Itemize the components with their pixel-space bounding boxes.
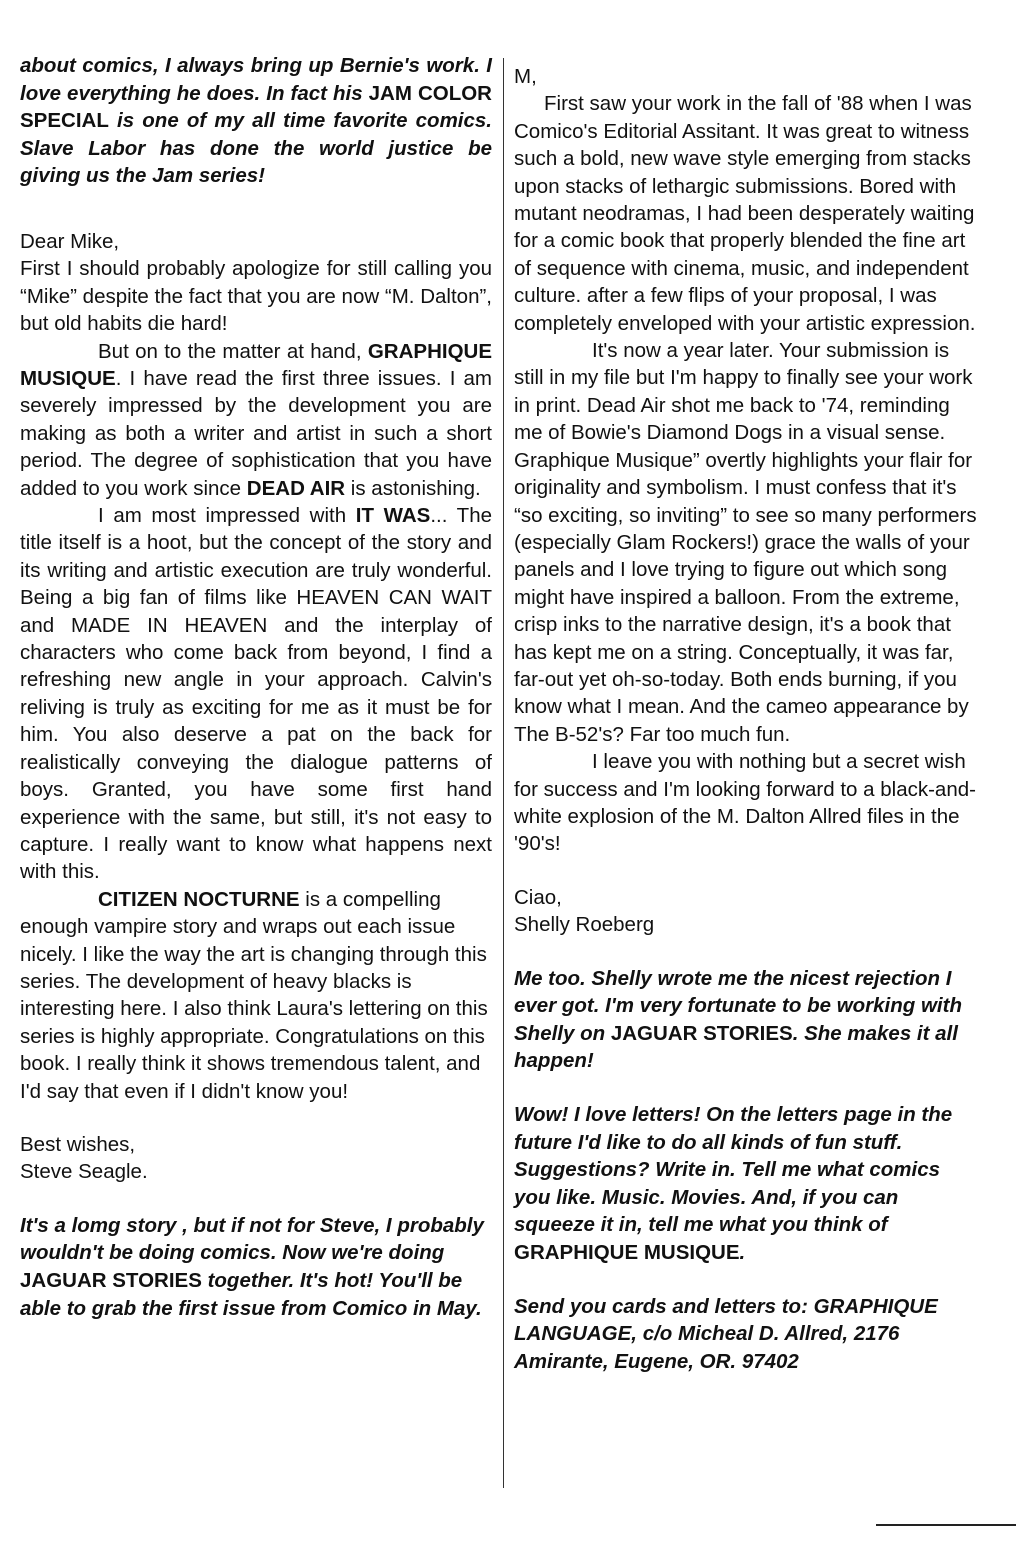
letter-text: But on to the matter at hand, — [98, 339, 368, 363]
editor-response — [514, 965, 980, 1075]
right-column — [514, 63, 980, 1375]
editor-text: together. It's hot! You'll be able to grab the first issue from Comico in May. — [20, 1268, 482, 1320]
letter-text: is a compelling enough vampire story and wraps out each issue nicely. I like the way the art is changing through this series. The development of heavy blacks is interesting here. I also think Laura's lettering on this series is highly appropriate. Congratulations on this book. I really think it shows tremendous talent, and I'd say that even if I didn't know you! — [20, 887, 488, 1103]
title-reference: GRAPHIQUE MUSIQUE — [514, 1240, 740, 1264]
letter-signature: Shelly Roeberg — [514, 913, 655, 937]
title-reference: IT WAS — [355, 504, 431, 528]
column-divider — [503, 58, 504, 1488]
editor-text: Me too. Shelly wrote me the nicest rejection I ever got. I'm very fortunate to be working with Shelly on — [514, 966, 962, 1045]
letter-closing: Best wishes, — [20, 1132, 136, 1156]
title-reference: GRAPHIQUE MUSIQUE — [20, 339, 492, 390]
letter-greeting: Dear Mike, — [20, 229, 120, 253]
title-reference: JAGUAR STORIES — [20, 1268, 202, 1292]
letter-text: ... The title itself is a hoot, but the concept of the story and its writing and artistic execution are truly wonderful. Being a big fan of films like HEAVEN CAN WAIT and MADE IN HEAVEN and the interplay of characters who come back from beyond, I find a refreshing new angle in your approach. Calvin's reliving is truly as exciting for me as it must be for him. You also deserve a pat on the back for realistically conveying the dialogue patterns of boys. Granted, you have some first hand experience with the same, but still, it's not easy to capture. I really want to know what happens next with this. — [20, 504, 492, 884]
editor-response-top — [20, 52, 492, 190]
editor-text: . She makes it all happen! — [514, 1021, 958, 1073]
editor-text: It's a lomg story , but if not for Steve, I probably wouldn't be doing comics. Now we're doing — [20, 1213, 484, 1265]
title-reference: JAM COLOR SPECIAL — [20, 81, 492, 133]
letter-paragraph — [20, 886, 492, 1105]
letter-paragraph: First saw your work in the fall of '88 when I was Comico's Editorial Assitant. It was great to witness such a bold, new wave style emerging from stacks upon stacks of lethargic submissions. Bored with mutant neodramas, I had been desperately waiting for a comic book that properly blended the fine art of sequence with cinema, music, and independent culture. after a few flips of your proposal, I was completely enveloped with your artistic expression. — [514, 92, 976, 335]
editor-text: about comics, I always bring up Bernie's work. I love everything he does. In fact his — [20, 54, 492, 105]
letter-text: is astonishing. — [345, 476, 481, 500]
letter-paragraph: It's now a year later. Your submission is still in my file but I'm happy to finally see your work in print. Dead Air shot me back to '74, reminding me of Bowie's Diamond Dogs in a visual sense. Graphique Musique” overtly highlights your flair for originality and symbolism. I must confess that it's “so exciting, so inviting” to see so many performers (especially Glam Rockers!) grace the walls of your panels and I love trying to figure out which song might have inspired a balloon. From the extreme, crisp inks to the narrative design, it's a book that has kept me on a string. Conceptually, it was far, far-out yet oh-so-today. Both ends burning, if you know what I mean. And the cameo appearance by The B-52's? Far too much fun. — [514, 339, 977, 746]
editor-text: . — [739, 1240, 746, 1264]
letter-signature: Steve Seagle. — [20, 1160, 148, 1184]
title-reference: DEAD AIR — [246, 476, 346, 500]
letter-text: I am most impressed with — [98, 504, 356, 528]
left-column — [20, 52, 492, 1322]
title-reference: JAGUAR STORIES — [610, 1021, 793, 1045]
letter-text: . I have read the first three issues. I am severely impressed by the development you are making as both a writer and artist in such a short period. The degree of sophistication that you have added to you work since — [20, 367, 492, 500]
bottom-rule — [876, 1524, 1016, 1526]
letter-paragraph: First I should probably apologize for still calling you “Mike” despite the fact that you are now “M. Dalton”, but old habits die hard! — [20, 257, 492, 336]
letter-paragraph — [20, 502, 492, 886]
letter-paragraph — [20, 338, 492, 502]
editor-address: Send you cards and letters to: GRAPHIQUE LANGUAGE, c/o Micheal D. Allred, 2176 Amirante, Eugene, OR. 97402 — [514, 1294, 938, 1373]
letter-closing: Ciao, — [514, 885, 562, 909]
editor-response — [514, 1101, 980, 1267]
editor-response-bottom — [20, 1212, 492, 1322]
letter-greeting: M, — [514, 65, 537, 88]
editor-text: is one of my all time favorite comics. Slave Labor has done the world justice be giving us the Jam series! — [20, 109, 492, 188]
editor-text: Wow! I love letters! On the letters page in the future I'd like to do all kinds of fun stuff. Suggestions? Write in. Tell me what comics you like. Music. Movies. And, if you can squeeze it in, tell me what you think of — [514, 1102, 953, 1237]
letter-paragraph: I leave you with nothing but a secret wish for success and I'm looking forward to a black-and-white explosion of the M. Dalton Allred files in the '90's! — [514, 750, 976, 856]
title-reference: CITIZEN NOCTURNE — [98, 887, 300, 911]
